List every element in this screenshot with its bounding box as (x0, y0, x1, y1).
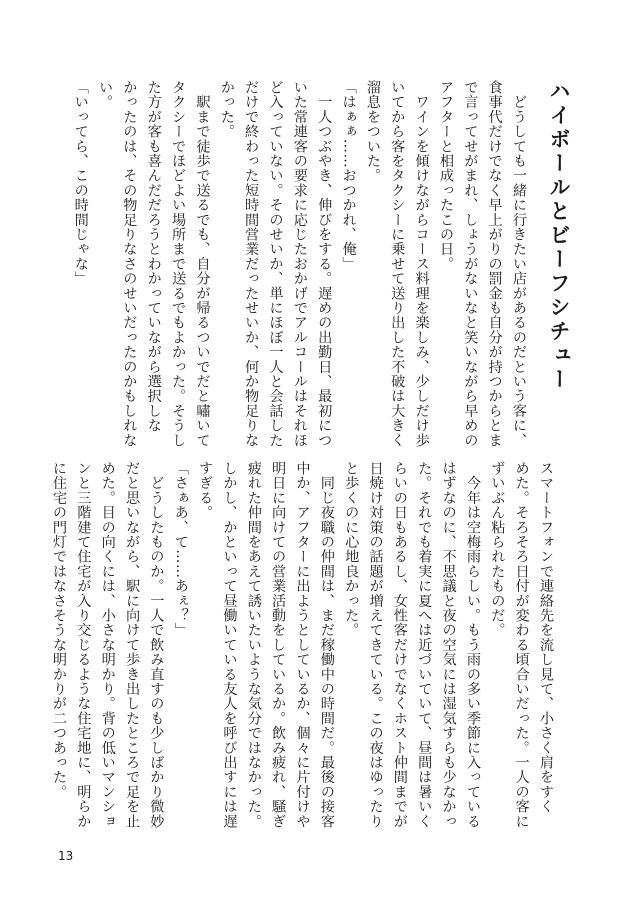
text-line: 明日に向けての営業活動をしているか。飲み疲れ、騒ぎ (270, 461, 287, 829)
chapter-title: ハイボールとビーフシチュー (547, 80, 571, 392)
text-line: スマートフォンで連絡先を流し見て、小さく肩をすく (538, 461, 554, 814)
text-line: アフターと相成ったこの日。 (437, 80, 454, 272)
text-line: いてから客をタクシーに乗せて送り出した不破は大きく (389, 80, 406, 448)
text-line: 今年は空梅雨らしい。もう雨の多い季節に入っている (464, 461, 481, 829)
text-line: 一人つぶやき、伸びをする。遅めの出勤日、最初につ (316, 80, 333, 448)
text-line: すぎる。 (197, 461, 214, 520)
text-line: 「はぁぁ……おつかれ、俺」 (340, 80, 357, 272)
page-number: 13 (58, 849, 74, 863)
text-line: ずいぶん粘られたものだ。 (489, 461, 506, 638)
text-line: 食事代だけでなく早上がりの罰金も自分が持つからとま (486, 80, 503, 448)
text-line: ワインを傾けながらコース料理を楽しみ、少しだけ歩 (413, 80, 430, 448)
text-line: 日焼け対策の話題が増えてきている。この夜はゆったり (367, 461, 384, 829)
text-line: タクシーでほどよい場所まで送るでもよかった。そうし (170, 80, 187, 448)
text-line: た方が客も喜んだだろうとわかっていながら選択しな (145, 80, 162, 433)
text-line: 駅まで徒歩で送るでも、自分が帰るついでだと嘯いて (194, 80, 211, 448)
text-line: た。それでも着実に夏へは近づいていて、昼間は暑いく (416, 461, 433, 829)
text-line: 「さぁあ、て……あぇ？」 (172, 461, 189, 638)
text-line: だと思いながら、駅に向けて歩き出したところで足を止 (124, 461, 141, 829)
text-line: どうしたものか。一人で飲み直すのも少しばかり微妙 (148, 461, 165, 829)
text-line: どうしても一緒に行きたい店があるのだという客に、 (511, 80, 527, 448)
text-line: 同じ夜職の仲間は、まだ稼働中の時間だ。最後の接客 (318, 461, 335, 829)
text-line: 溜息をついた。 (364, 80, 381, 183)
text-line: めた。目の向くには、小さな明かり。背の低いマンショ (99, 461, 116, 829)
text-line: いた常連客の要求に応じたおかげでアルコールはそれほ (291, 80, 308, 448)
text-line: めた。そろそろ日付が変わる頃合いだった。一人の客に (513, 461, 530, 829)
text-line: かったのは、その物足りなさのせいだったのかもしれな (121, 80, 138, 448)
text-line: ど入っていない。そのせいか、単にほぼ一人と会話した (267, 80, 284, 448)
text-line: はずなのに、不思議と夜の空気には湿気すらも少なかっ (440, 461, 457, 829)
text-line: かった。 (218, 80, 235, 139)
text-line: と歩くのに心地良かった。 (343, 461, 360, 638)
text-line: 中か、アフターに出ようとしているか、個々に片付けや (294, 461, 311, 829)
text-line: 「いってら、この時間じゃな」 (72, 80, 89, 286)
text-line: 疲れた仲間をあえて誘いたいような気分ではなかった。 (245, 461, 262, 829)
text-line: だけで終わった短時間営業だったせいか、何か物足りな (243, 80, 260, 448)
text-line: に住宅の門灯ではなさそうな明かりが二つあった。 (51, 461, 67, 800)
text-line: い。 (97, 80, 114, 110)
text-line: ンと三階建て住宅が入り交じるような住宅地に、明らか (75, 461, 92, 829)
text-line: で言ってせがまれ、しょうがないなと笑いながら早めの (462, 80, 479, 448)
text-line: らいの日もあるし、女性客だけでなくホスト仲間までが (391, 461, 408, 829)
text-line: しかし、かといって昼働いている友人を呼び出すには遅 (221, 461, 238, 829)
